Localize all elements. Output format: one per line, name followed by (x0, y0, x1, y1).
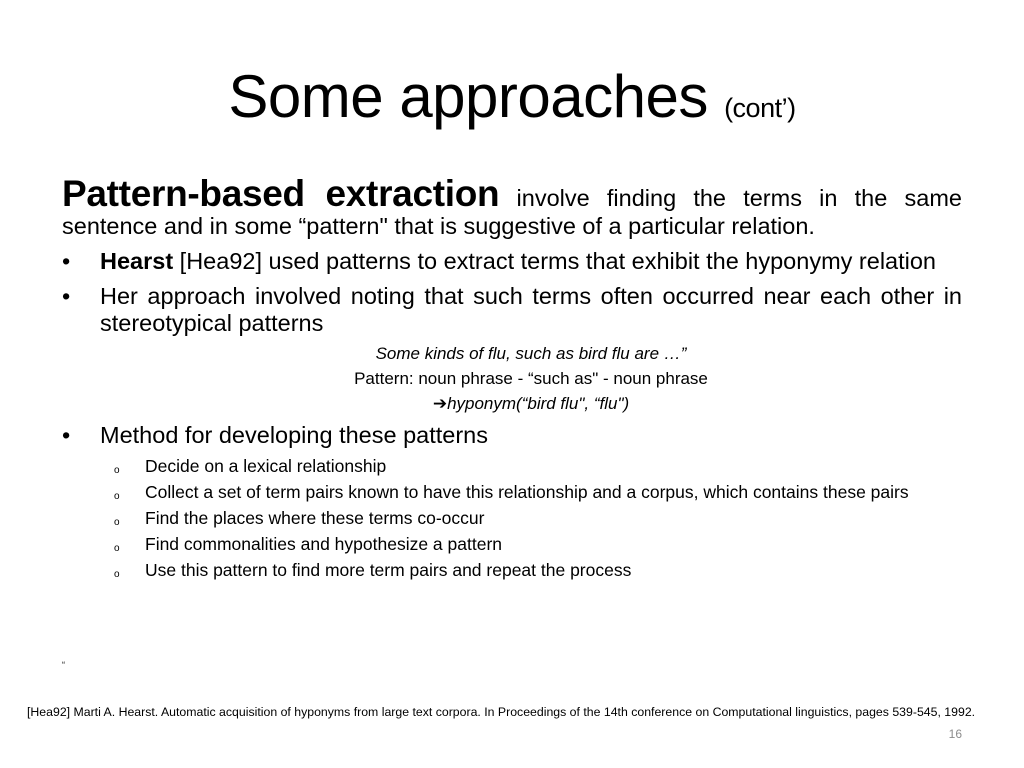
page-number: 16 (948, 727, 962, 741)
example-pattern-text: Pattern: noun phrase - “such as" - noun phrase (354, 369, 708, 388)
bullet-method (62, 422, 962, 449)
slide-title-main: Some approaches (228, 63, 708, 130)
slide-title (0, 62, 1024, 143)
sub-list-item-text: Find commonalities and hypothesize a pattern (145, 534, 503, 554)
bullet-mark: • (62, 422, 71, 448)
intro-paragraph (62, 173, 962, 240)
sub-list-item (62, 561, 962, 580)
example-hyponym-text: hyponym(“bird flu", “flu") (447, 394, 630, 413)
circle-bullet-icon: o (114, 543, 120, 554)
bullet-bold-text: Hearst (100, 248, 174, 274)
intro-lead: Pattern-based extraction (62, 173, 500, 214)
example-sentence-text: Some kinds of flu, such as bird flu are …” (375, 344, 687, 363)
sub-list-item-text: Collect a set of term pairs known to have this relationship and a corpus, which contains these pairs (145, 482, 909, 502)
slide-content (62, 173, 962, 580)
example-pattern (62, 366, 962, 391)
sub-list-item-text: Decide on a lexical relationship (145, 456, 387, 476)
right-arrow-icon: ➔ (432, 394, 448, 413)
footnote-reference: [Hea92] Marti A. Hearst. Automatic acquisition of hyponyms from large text corpora. In Proceedings of the 14th conference on Computational linguistics, pages 539-545, 1992. (27, 705, 976, 719)
sub-list-item (62, 535, 962, 554)
circle-bullet-icon: o (114, 517, 120, 528)
bullet-text: [Hea92] used patterns to extract terms that exhibit the hyponymy relation (173, 248, 936, 274)
bullet-approach (62, 283, 962, 337)
bullet-text: Her approach involved noting that such terms often occurred near each other in stereotypical patterns (100, 283, 962, 336)
circle-bullet-icon: o (114, 569, 120, 580)
bullet-text: Method for developing these patterns (100, 422, 489, 448)
bullet-hearst (62, 248, 962, 275)
example-hyponym (62, 391, 962, 416)
circle-bullet-icon: o (114, 491, 120, 502)
sub-list-item (62, 483, 962, 502)
sub-list-item-text: Find the places where these terms co-occur (145, 508, 485, 528)
sub-list-item-text: Use this pattern to find more term pairs and repeat the process (145, 560, 632, 580)
sub-list-item (62, 457, 962, 476)
bullet-mark: • (62, 283, 71, 309)
slide-title-sub: (cont’) (724, 93, 796, 123)
circle-bullet-icon: o (114, 465, 120, 476)
sub-list-item (62, 509, 962, 528)
intro-text: involve finding the terms in the same sentence and in some “pattern" that is suggestive of a particular relation. (62, 185, 962, 239)
example-sentence (62, 341, 962, 366)
bullet-mark: • (62, 248, 71, 274)
stray-quote-mark: “ (62, 660, 65, 670)
